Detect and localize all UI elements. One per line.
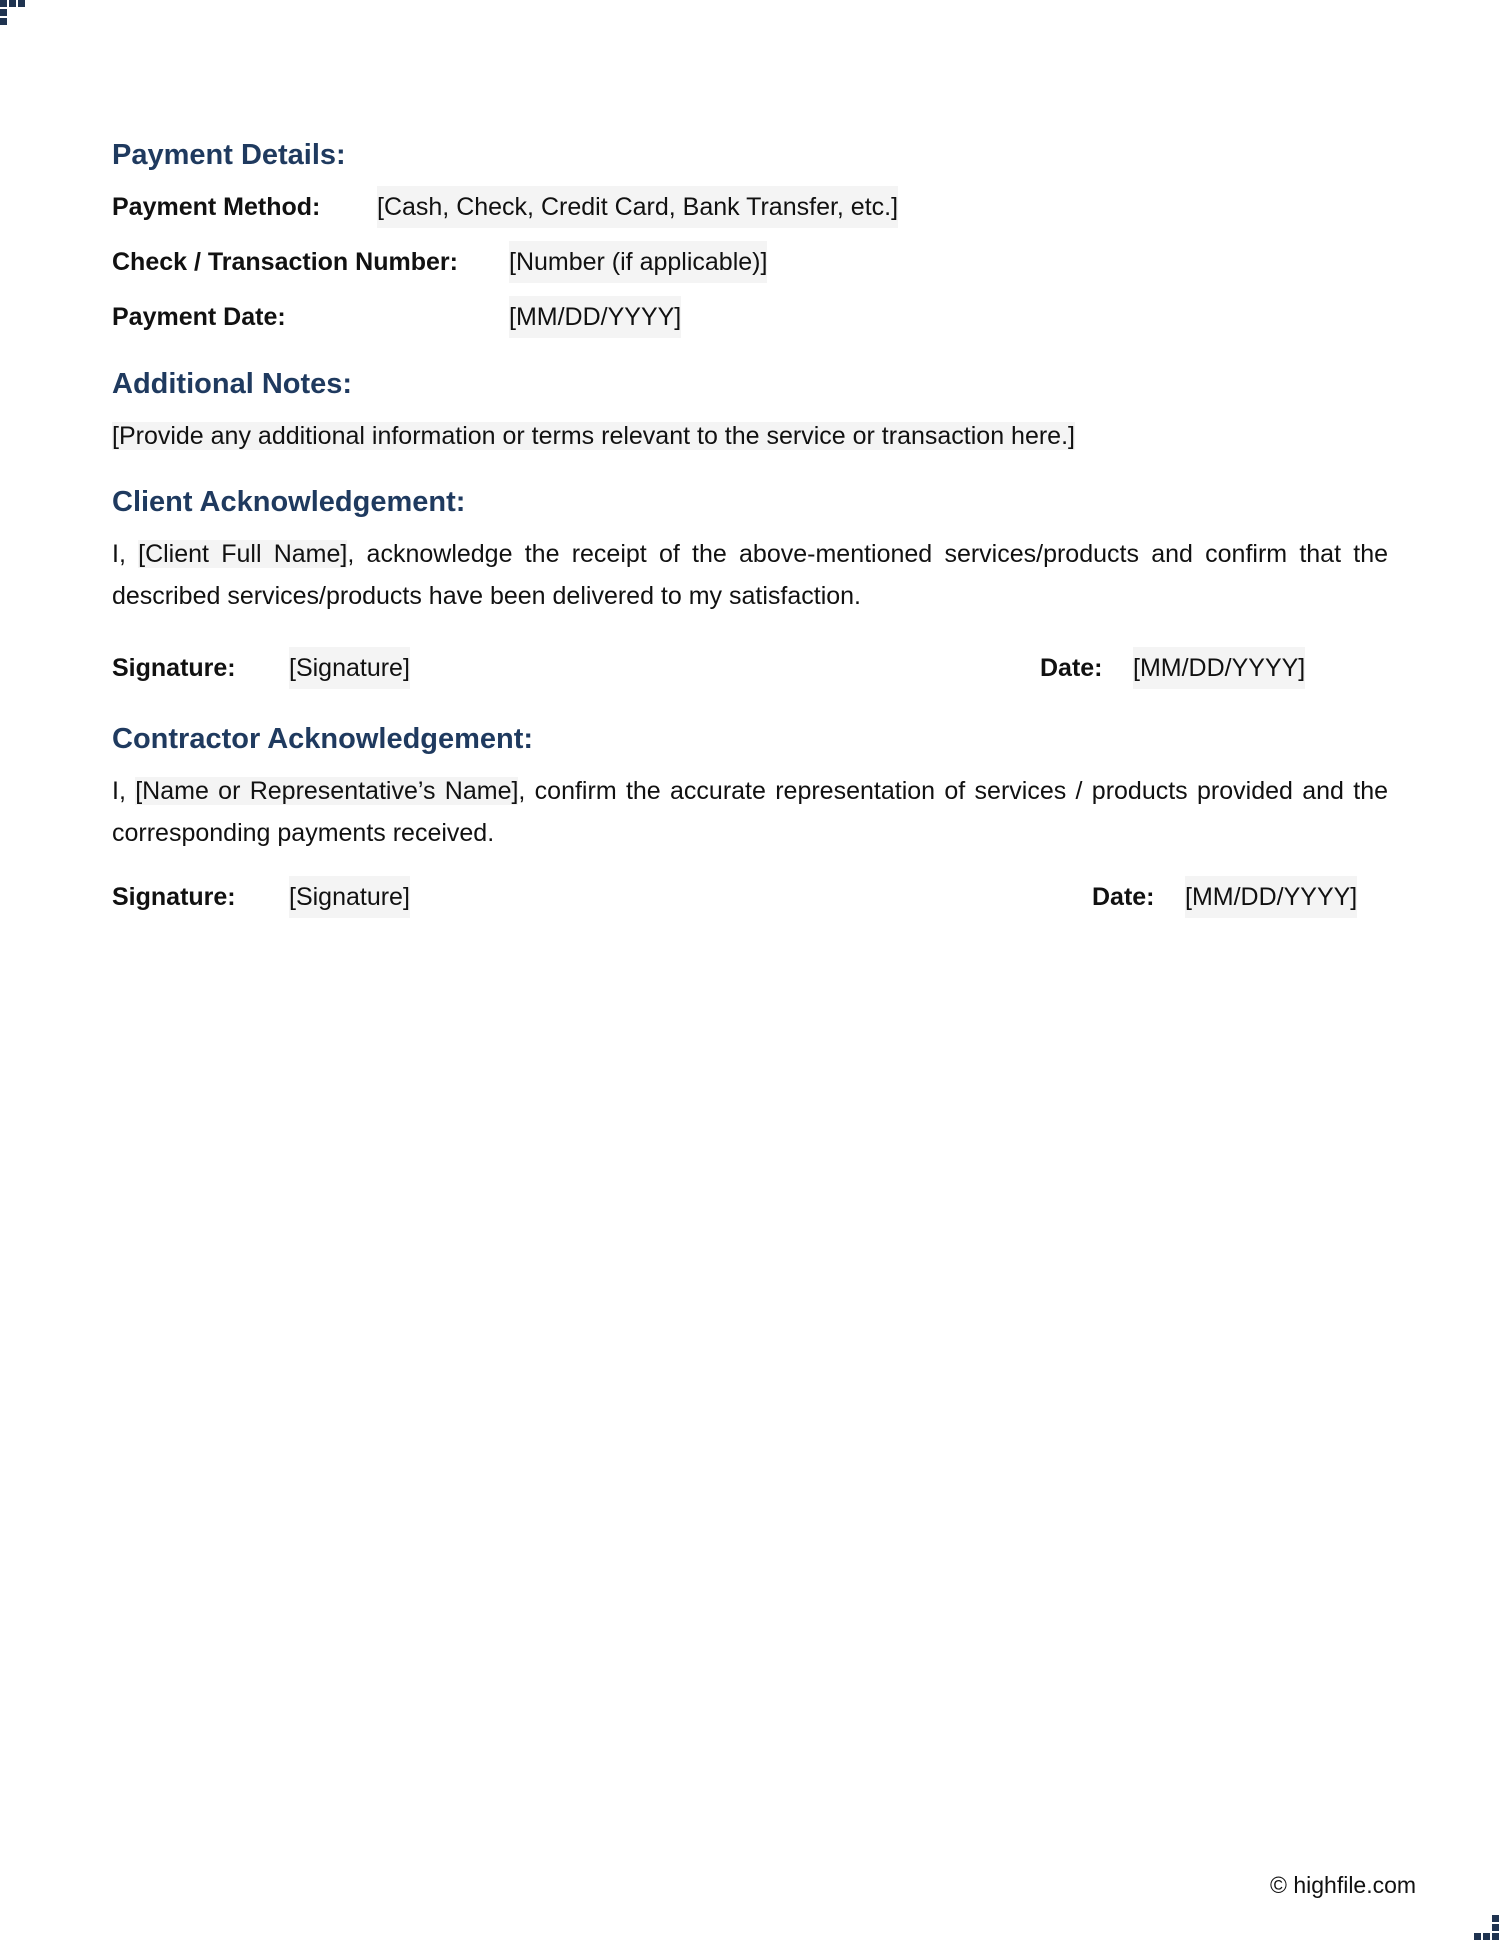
client-acknowledgement-heading: Client Acknowledgement:	[112, 486, 466, 518]
client-ack-prefix: I,	[112, 540, 139, 568]
payment-details-heading: Payment Details:	[112, 139, 346, 171]
contractor-signature-field[interactable]: [Signature]	[289, 876, 410, 918]
client-name-field[interactable]: [Client Full Name]	[138, 540, 348, 568]
additional-notes-field[interactable]: [Provide any additional information or terms relevant to the service or transaction here.]	[112, 422, 1075, 450]
client-date-label: Date:	[1040, 654, 1103, 682]
contractor-name-field[interactable]: [Name or Representative’s Name]	[135, 777, 519, 805]
contractor-signature-label: Signature:	[112, 883, 236, 911]
additional-notes-text	[112, 415, 1388, 457]
client-acknowledgement-text	[112, 533, 1388, 617]
corner-mark-bottom-right	[1474, 1915, 1500, 1941]
payment-date-field[interactable]: [MM/DD/YYYY]	[509, 296, 681, 338]
payment-method-row	[112, 186, 1388, 241]
payment-method-field[interactable]: [Cash, Check, Credit Card, Bank Transfer, etc.]	[377, 186, 898, 228]
client-date-field[interactable]: [MM/DD/YYYY]	[1133, 647, 1305, 689]
payment-date-row	[112, 296, 1388, 351]
footer-copyright: © highfile.com	[1270, 1872, 1417, 1898]
additional-notes-heading: Additional Notes:	[112, 368, 353, 400]
payment-date-label: Payment Date:	[112, 303, 286, 331]
document-body	[112, 134, 1388, 918]
client-signature-label: Signature:	[112, 654, 236, 682]
transaction-number-label: Check / Transaction Number:	[112, 248, 458, 276]
contractor-date-field[interactable]: [MM/DD/YYYY]	[1185, 876, 1357, 918]
client-signature-row	[112, 647, 1388, 689]
payment-method-label: Payment Method:	[112, 193, 321, 221]
transaction-number-field[interactable]: [Number (if applicable)]	[509, 241, 767, 283]
contractor-ack-prefix: I,	[112, 777, 136, 805]
contractor-signature-row	[112, 876, 1388, 918]
contractor-date-label: Date:	[1092, 883, 1155, 911]
transaction-number-row	[112, 241, 1388, 296]
corner-mark-top-left	[0, 0, 26, 26]
contractor-acknowledgement-heading: Contractor Acknowledgement:	[112, 723, 534, 755]
contractor-acknowledgement-text	[112, 770, 1388, 854]
contractor-ack-body: , confirm the accurate representation of services / products provided and the corresponding payments received.	[112, 777, 1388, 847]
client-ack-body: , acknowledge the receipt of the above-mentioned services/products and confirm that the described services/products have been delivered to my satisfaction.	[112, 540, 1389, 610]
client-signature-field[interactable]: [Signature]	[289, 647, 410, 689]
